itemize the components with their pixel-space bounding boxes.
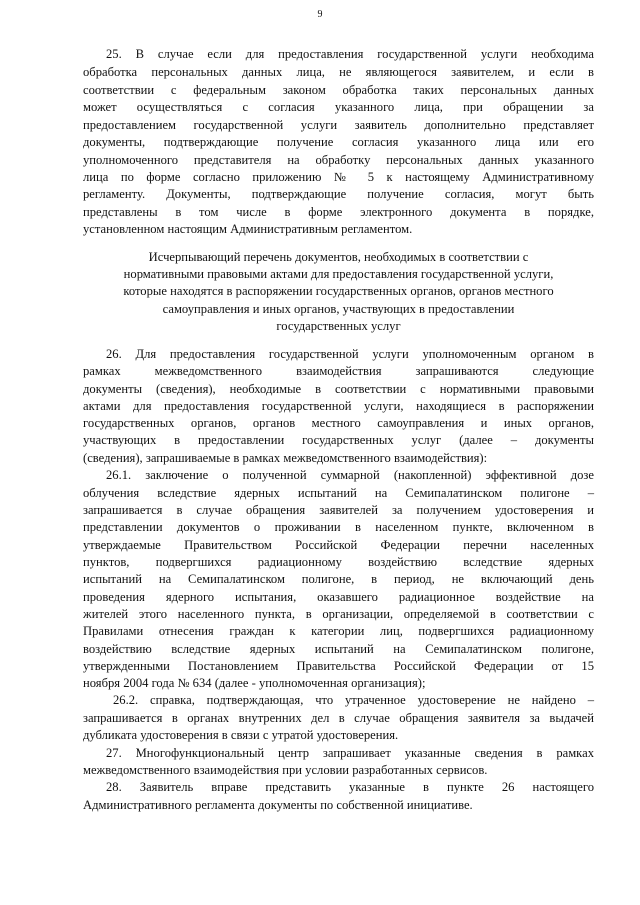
text-line: Правилами отнесения граждан к категории лиц, подвергшихся радиационному (83, 624, 594, 638)
text-line: воздействию вследствие ядерных испытаний на Семипалатинском полигоне, (83, 642, 594, 656)
text-line: государственных органов, органов местного самоуправления и иных органов, (83, 416, 594, 430)
text-line: дубликата удостоверения в связи с утратой удостоверения. (83, 728, 399, 742)
page-number: 9 (317, 9, 323, 20)
text-line: запрашивается в органах внутренних дел в случае обращения заявителя за выдачей (83, 711, 594, 725)
text-line: документы, подтверждающие получение согласия указанного лица или его (83, 135, 594, 149)
heading-line: нормативными правовыми актами для предоставления государственной услуги, (123, 267, 554, 281)
text-line: Административного регламента документы по собственной инициативе. (83, 798, 473, 812)
heading-line: государственных услуг (276, 319, 401, 333)
text-line: утверждаемые Правительством Российской Федерации перечни населенных (83, 538, 594, 552)
text-line: проведения ядерного испытания, оказавшего радиационное воздействие на (83, 590, 594, 604)
text-line: пунктов, подвергшихся радиационному воздействию вследствие ядерных (83, 555, 594, 569)
text-line: обработка персональных данных лица, не являющегося заявителем, и если в (83, 65, 594, 79)
text-line: рамках межведомственного взаимодействия запрашиваются следующие (83, 364, 594, 378)
text-line: 26.2. справка, подтверждающая, что утраченное удостоверение не найдено – (113, 693, 594, 707)
text-line: соответствии с федеральным законом обработка таких персональных данных (83, 83, 594, 97)
text-line: испытаний на Семипалатинском полигоне, в период, не включающий день (83, 572, 594, 586)
text-line: запрашивается в случае обращения заявителей за получением удостоверения и (83, 503, 594, 517)
text-line: представлены в том числе в форме электронного документа в порядке, (83, 205, 594, 219)
text-line: лица по форме согласно приложению № 5 к настоящему Административному (83, 170, 594, 184)
text-line: облучения вследствие ядерных испытаний на Семипалатинском полигоне – (83, 486, 594, 500)
text-line: 25. В случае если для предоставления государственной услуги необходима (106, 47, 594, 61)
text-line: может осуществляться с согласия указанного лица, при обращении за (83, 100, 594, 114)
heading-line: которые находятся в распоряжении государственных органов, органов местного (123, 284, 554, 298)
text-line: 26.1. заключение о полученной суммарной (накопленной) эффективной дозе (106, 468, 594, 482)
text-line: установленном настоящим Административным регламентом. (83, 222, 413, 236)
text-line: 27. Многофункциональный центр запрашивает указанные сведения в рамках (106, 746, 594, 760)
text-line: 28. Заявитель вправе представить указанные в пункте 26 настоящего (106, 780, 594, 794)
text-line: представлении документов о проживании в населенном пункте, включенном в (83, 520, 594, 534)
text-line: документы (сведения), необходимые в соответствии с нормативными правовыми (83, 382, 594, 396)
text-line: предоставлением государственной услуги заявитель дополнительно представляет (83, 118, 594, 132)
text-line: регламенту. Документы, подтверждающие получение согласия, могут быть (83, 187, 594, 201)
heading-line: Исчерпывающий перечень документов, необходимых в соответствии с (148, 250, 529, 264)
text-line: межведомственного взаимодействия при условии разработанных сервисов. (83, 763, 488, 777)
text-line: (сведения), запрашиваемые в рамках межведомственного взаимодействия): (83, 451, 488, 465)
text-line: ноября 2004 года № 634 (далее - уполномоченная организация); (83, 676, 426, 690)
text-line: жителей этого населенного пункта, в организации, определяемой в соответствии с (83, 607, 594, 621)
text-line: уполномоченного представителя на обработку персональных данных указанного (83, 153, 594, 167)
text-line: утвержденными Постановлением Правительства Российской Федерации от 15 (83, 659, 594, 673)
text-line: актами для предоставления государственной услуги, находящиеся в распоряжении (83, 399, 594, 413)
text-line: участвующих в предоставлении государственных услуг (далее – документы (83, 433, 594, 447)
heading-line: самоуправления и иных органов, участвующих в предоставлении (162, 302, 515, 316)
text-line: 26. Для предоставления государственной услуги уполномоченным органом в (106, 347, 594, 361)
